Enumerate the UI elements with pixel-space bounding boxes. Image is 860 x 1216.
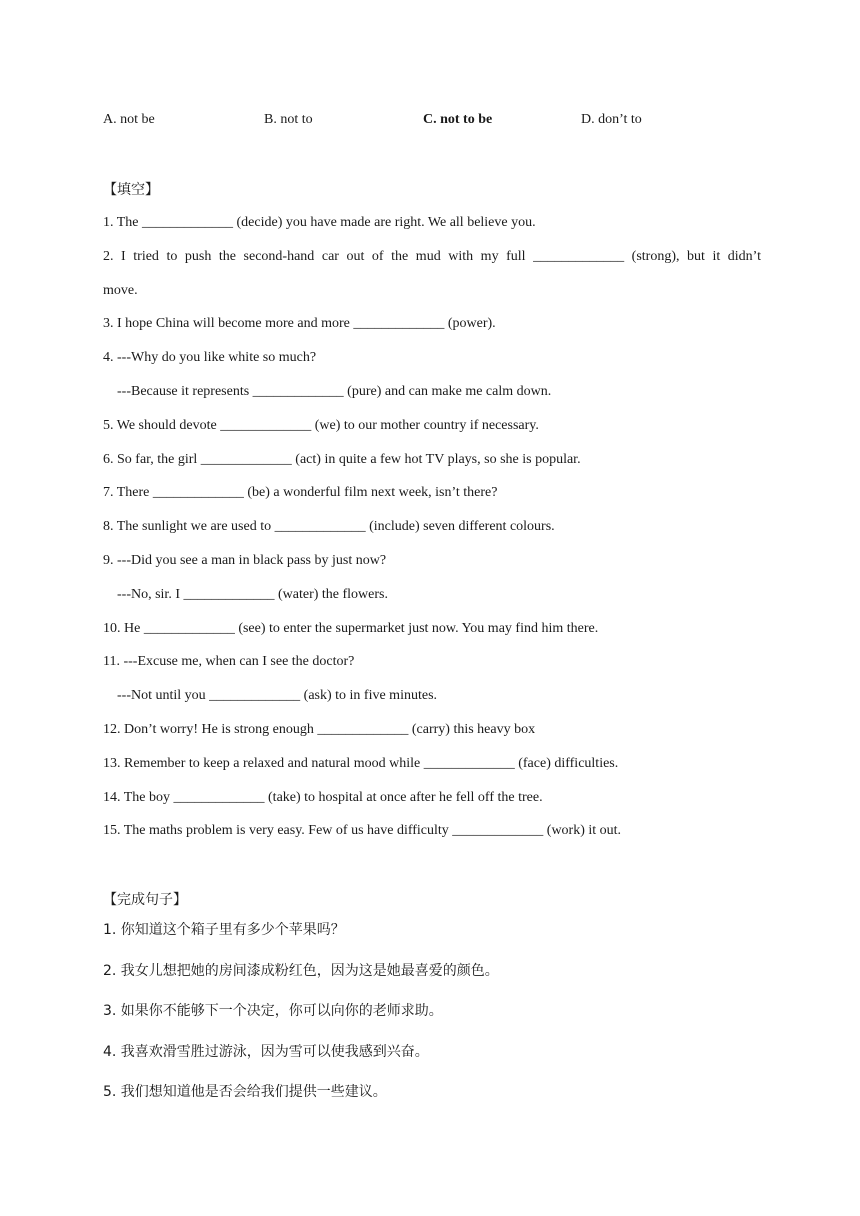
list-item: 4. 我喜欢滑雪胜过游泳，因为雪可以使我感到兴奋。 (103, 1043, 429, 1060)
list-item: ---Not until you _____________ (ask) to in five minutes. (117, 688, 438, 704)
option-a: A. not be (103, 112, 155, 127)
list-item: 7. There _____________ (be) a wonderful film next week, isn’t there? (103, 485, 498, 501)
list-item: 5. We should devote _____________ (we) to our mother country if necessary. (103, 417, 539, 433)
list-item: 9. ---Did you see a man in black pass by just now? (103, 552, 387, 568)
list-item: 5. 我们想知道他是否会给我们提供一些建议。 (103, 1084, 387, 1100)
list-item: 10. He _____________ (see) to enter the supermarket just now. You may find him there. (103, 620, 599, 636)
list-item: 3. 如果你不能够下一个决定，你可以向你的老师求助。 (103, 1003, 443, 1019)
list-item: 8. The sunlight we are used to _____________ (include) seven different colours. (103, 519, 555, 535)
list-item: 11. ---Excuse me, when can I see the doctor? (103, 654, 355, 670)
list-item: 14. The boy _____________ (take) to hospital at once after he fell off the tree. (103, 789, 543, 805)
list-item: 1. 你知道这个箱子里有多少个苹果吗？ (103, 922, 345, 938)
complete-sentences-heading: 【完成句子】 (103, 892, 187, 908)
list-item: 13. Remember to keep a relaxed and natural mood while _____________ (face) difficulties. (103, 755, 619, 771)
answer-options (103, 112, 763, 134)
list-item: 3. I hope China will become more and more _____________ (power). (103, 316, 496, 332)
option-b: B. not to (264, 112, 313, 127)
list-item: 12. Don’t worry! He is strong enough _____________ (carry) this heavy box (103, 721, 536, 737)
list-item: 1. The _____________ (decide) you have made are right. We all believe you. (103, 215, 536, 230)
list-item: 2. 我女儿想把她的房间漆成粉红色，因为这是她最喜爱的颜色。 (103, 962, 499, 979)
list-item: 6. So far, the girl _____________ (act) in quite a few hot TV plays, so she is popular. (103, 451, 581, 467)
list-item: move. (103, 282, 138, 298)
list-item: ---No, sir. I _____________ (water) the flowers. (117, 586, 388, 602)
option-d: D. don’t to (581, 112, 642, 127)
list-item: 4. ---Why do you like white so much? (103, 350, 317, 366)
fill-blank-list (103, 213, 761, 855)
complete-sentences-list (103, 919, 499, 1122)
fill-blank-heading: 【填空】 (103, 183, 159, 198)
list-item: ---Because it represents _____________ (pure) and can make me calm down. (117, 383, 552, 399)
option-c: C. not to be (423, 112, 493, 127)
list-item: 2. I tried to push the second-hand car out of the mud with my full _____________ (strong), but it didn’t (103, 248, 761, 264)
list-item: 15. The maths problem is very easy. Few of us have difficulty _____________ (work) it out. (103, 823, 622, 839)
